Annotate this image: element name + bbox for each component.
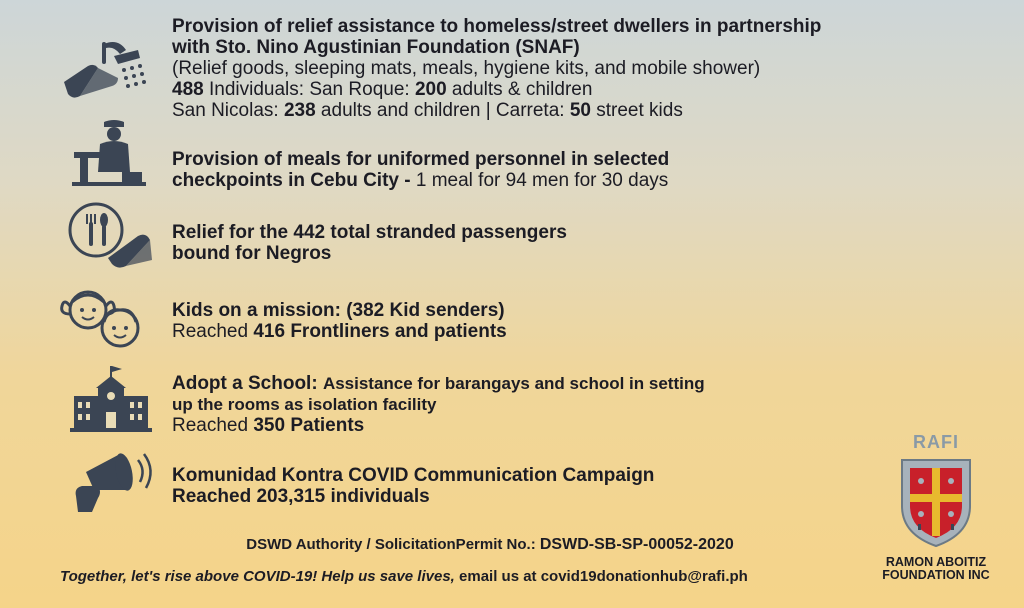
item-kids-mission bbox=[172, 300, 507, 342]
footer-call-to-action: Together, let's rise above COVID-19! Help us save lives, email us at covid19donationhub@rafi.ph bbox=[60, 568, 748, 585]
item-stranded-passengers bbox=[172, 222, 567, 264]
item-title: Komunidad Kontra COVID Communication Campaign bbox=[172, 465, 655, 486]
permit-line: DSWD Authority / SolicitationPermit No.: DSWD-SB-SP-00052-2020 bbox=[246, 536, 734, 553]
item-communication-campaign bbox=[172, 465, 654, 507]
item-title: Kids on a mission: (382 Kid senders) bbox=[172, 300, 505, 321]
item-title: checkpoints in Cebu City - 1 meal for 94 men for 30 days bbox=[172, 170, 669, 191]
item-adopt-school bbox=[172, 373, 705, 436]
item-title: Adopt a School: Assistance for barangays and school in setting bbox=[172, 373, 705, 394]
item-title: with Sto. Nino Agustinian Foundation (SNAF) bbox=[172, 37, 580, 58]
item-checkpoint-meals bbox=[172, 149, 669, 191]
item-title: up the rooms as isolation facility bbox=[172, 395, 437, 414]
checkpoint-officer-icon bbox=[66, 118, 158, 188]
item-detail: San Nicolas: 238 adults and children | Carreta: 50 street kids bbox=[172, 100, 683, 121]
item-detail: Reached 350 Patients bbox=[172, 415, 365, 436]
item-detail: 488 Individuals: San Roque: 200 adults & children bbox=[172, 79, 593, 100]
item-snaf-relief bbox=[172, 16, 821, 121]
item-detail: (Relief goods, sleeping mats, meals, hygiene kits, and mobile shower) bbox=[172, 58, 761, 79]
crest-icon bbox=[898, 456, 974, 548]
item-title: Provision of relief assistance to homeless/street dwellers in partnership bbox=[172, 16, 822, 37]
logo-org-name: RAMON ABOITIZ FOUNDATION INC bbox=[882, 555, 990, 582]
logo-acronym: RAFI bbox=[913, 432, 959, 452]
kids-faces-icon bbox=[58, 284, 150, 354]
rafi-logo bbox=[866, 430, 1006, 590]
item-title: Reached 203,315 individuals bbox=[172, 486, 430, 507]
item-detail: Reached 416 Frontliners and patients bbox=[172, 321, 507, 342]
item-title: Relief for the 442 total stranded passengers bbox=[172, 222, 567, 243]
megaphone-icon bbox=[66, 446, 158, 516]
item-title: Provision of meals for uniformed personnel in selected bbox=[172, 149, 670, 170]
school-building-icon bbox=[66, 364, 158, 434]
item-title: bound for Negros bbox=[172, 243, 332, 264]
shower-mat-icon bbox=[60, 36, 152, 106]
meal-mat-icon bbox=[64, 200, 156, 270]
